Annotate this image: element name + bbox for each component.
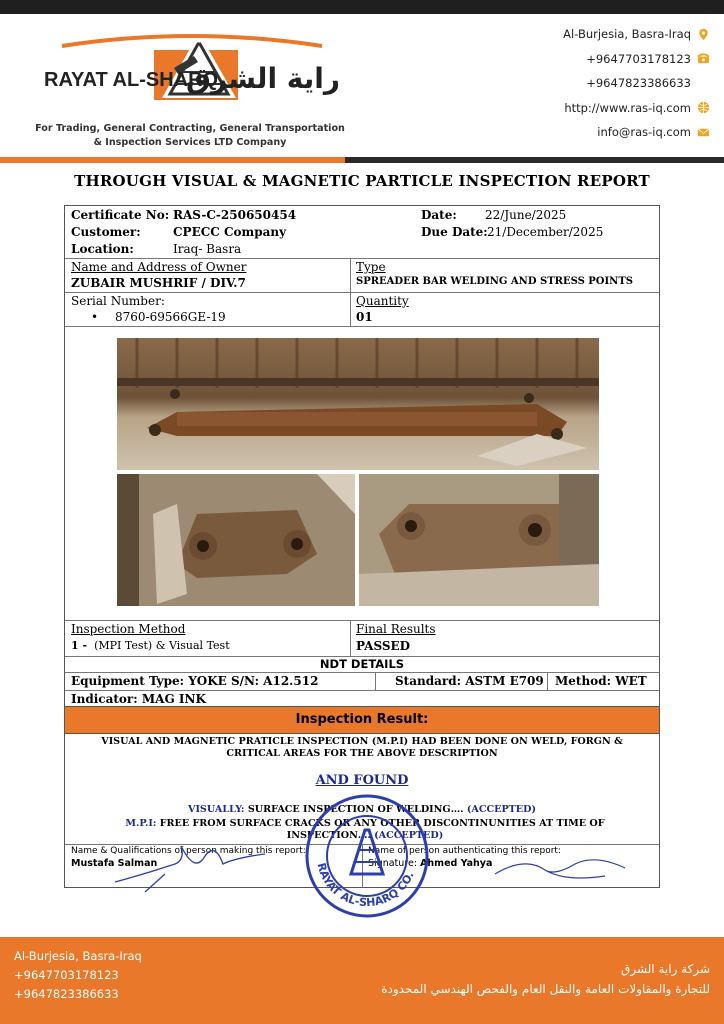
footer-address: Al-Burjesia, Basra-Iraq <box>14 949 142 963</box>
due-date-value: 21/December/2025 <box>487 225 604 239</box>
contact-email <box>563 120 710 145</box>
certificate-value: RAS-C-250650454 <box>173 208 297 222</box>
signature-left-label: Name & Qualifications of person making this report: <box>71 846 306 856</box>
and-found-heading: AND FOUND <box>315 773 409 788</box>
handwritten-signature-right <box>485 846 635 886</box>
date-label: Date: <box>421 208 457 222</box>
footer-bar <box>0 937 724 1024</box>
serial-label: Serial Number: <box>71 294 165 308</box>
indicator: Indicator: MAG INK <box>71 692 206 706</box>
customer-value: CPECC Company <box>173 225 287 239</box>
signature-right-label: Name of person authenticating this report: <box>368 846 561 856</box>
customer-label: Customer: <box>71 225 141 239</box>
visually-accepted: (ACCEPTED) <box>466 804 536 815</box>
svg-text:RAYAT AL-SHARQ CO.: RAYAT AL-SHARQ CO. <box>314 861 417 910</box>
company-stamp <box>303 792 431 920</box>
final-results-value: PASSED <box>356 639 411 653</box>
signature-left-name: Mustafa Salman <box>71 858 158 869</box>
date-value: 22/June/2025 <box>485 208 567 222</box>
contact-phone-1-text: +9647703178123 <box>586 51 691 66</box>
location-pin-icon <box>697 28 710 41</box>
method-number: 1 - <box>71 639 88 652</box>
method-text: (MPI Test) & Visual Test <box>94 639 230 652</box>
inspection-result-title: Inspection Result: <box>295 712 429 727</box>
location-value: Iraq- Basra <box>173 242 242 256</box>
owner-value: ZUBAIR MUSHRIF / DIV.7 <box>71 276 246 290</box>
visually-text: SURFACE INSPECTION OF WELDING…. <box>247 804 464 815</box>
contact-website-text: http://www.ras-iq.com <box>564 100 691 115</box>
telephone-icon <box>697 52 710 65</box>
top-dark-bar <box>0 0 724 14</box>
footer-phone-1: +9647703178123 <box>14 968 119 982</box>
due-date-label: Due Date: <box>421 225 488 239</box>
contact-phone-2 <box>563 71 710 96</box>
spreader-bar-photo <box>117 338 599 470</box>
location-label: Location: <box>71 242 134 256</box>
footer-phone-2: +9647823386633 <box>14 987 119 1001</box>
inspection-method-label: Inspection Method <box>71 622 186 636</box>
contact-phone-2-text: +9647823386633 <box>586 76 691 91</box>
footer-arabic-line-1: شركة راية الشرق <box>621 962 710 976</box>
lug-closeup-photo-right <box>359 474 599 606</box>
inspection-method-value <box>71 639 230 652</box>
header-contact-block <box>563 22 710 145</box>
type-value: SPREADER BAR WELDING AND STRESS POINTS <box>356 276 633 287</box>
lug-closeup-photo-left <box>117 474 355 606</box>
equipment-type: Equipment Type: YOKE S/N: A12.512 <box>71 674 319 688</box>
inspection-result-banner <box>65 706 659 734</box>
globe-icon <box>697 101 710 114</box>
quantity-value: 01 <box>356 310 373 324</box>
tagline-line-1: For Trading, General Contracting, General Transportation <box>35 123 345 134</box>
final-results-label: Final Results <box>356 622 436 636</box>
header-divider <box>0 157 724 163</box>
mpi-text: FREE FROM SURFACE CRACKS OR ANY OTHER DISCONTINUNITIES AT TIME OF INSPECTION…. <box>159 818 605 841</box>
contact-address <box>563 22 710 47</box>
standard: Standard: ASTM E709 <box>395 674 544 688</box>
certificate-label: Certificate No: <box>71 208 170 222</box>
contact-phone-1 <box>563 47 710 72</box>
ndt-details-title: NDT DETAILS <box>319 657 405 671</box>
company-tagline <box>20 122 360 150</box>
contact-email-text: info@ras-iq.com <box>597 125 691 140</box>
quantity-label: Quantity <box>356 294 409 308</box>
signature-prefix: Signature: <box>368 858 418 869</box>
company-logo <box>42 28 342 108</box>
serial-value: 8760-69566GE-19 <box>115 310 226 324</box>
owner-label: Name and Address of Owner <box>71 260 247 274</box>
report-title: THROUGH VISUAL & MAGNETIC PARTICLE INSPECTION REPORT <box>74 172 650 190</box>
footer-arabic-name <box>381 959 710 999</box>
mpi-label: M.P.I: <box>125 818 157 829</box>
envelope-icon <box>697 126 710 139</box>
handwritten-signature-left <box>105 834 295 894</box>
contact-website <box>563 96 710 121</box>
signature-right-name: Ahmed Yahya <box>420 858 493 869</box>
serial-bullet: • <box>91 310 99 324</box>
footer-arabic-line-2: للتجارة والمقاولات العامة والنقل العام والفحص الهندسي المحدودة <box>381 982 710 996</box>
tagline-line-2: & Inspection Services LTD Company <box>93 137 287 148</box>
result-description: VISUAL AND MAGNETIC PRATICLE INSPECTION (M.P.I) HAD BEEN DONE ON WELD, FORGN & CRITICAL AREAS FOR THE ABOVE DESCRIPTION <box>101 736 623 759</box>
mpi-accepted: (ACCEPTED) <box>374 830 444 841</box>
svg-text:RAYAT AL-SHARQ: RAYAT AL-SHARQ <box>44 69 219 91</box>
type-label: Type <box>356 260 386 274</box>
visually-label: VISUALLY: <box>188 804 245 815</box>
footer-contact <box>14 947 142 1004</box>
report-table <box>64 205 660 910</box>
contact-address-text: Al-Burjesia, Basra-Iraq <box>563 27 691 42</box>
svg-text:راية الشرق: راية الشرق <box>185 62 340 95</box>
method-wet: Method: WET <box>555 674 647 688</box>
